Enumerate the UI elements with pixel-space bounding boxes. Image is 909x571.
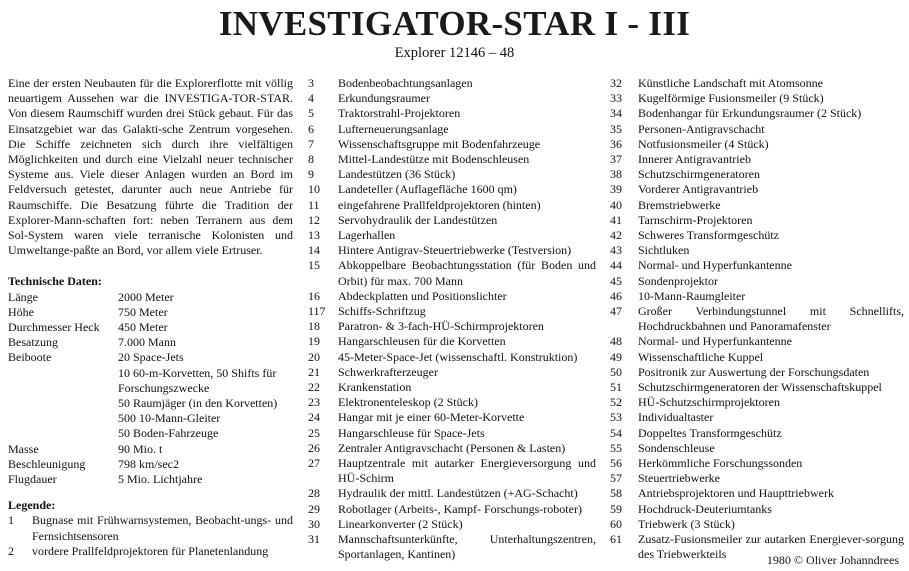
legend-text: Wissenschaftliche Kuppel xyxy=(638,349,764,364)
legend-number: 27 xyxy=(308,456,320,471)
legend-item xyxy=(308,441,596,456)
legend-item xyxy=(308,380,596,395)
legend-number: 38 xyxy=(610,167,622,182)
specs-table xyxy=(8,290,293,488)
legend-item xyxy=(610,380,904,395)
legend-text: Hangar mit je einer 60-Meter-Korvette xyxy=(338,410,525,425)
legend-number: 41 xyxy=(610,212,622,227)
legend-text: Doppeltes Transformgeschütz xyxy=(638,425,782,440)
legend-item xyxy=(610,486,904,501)
legend-item xyxy=(308,502,596,517)
legend-text: Paratron- & 3-fach-HÜ-Schirmprojektoren xyxy=(338,319,544,334)
legend-number: 39 xyxy=(610,182,622,197)
legend-number: 56 xyxy=(610,456,622,471)
column-left xyxy=(8,76,293,559)
spec-value: 2000 Meter xyxy=(118,289,174,304)
legend-text: Schutzschirmgeneratoren xyxy=(638,167,760,182)
legend-heading: Legende: xyxy=(8,498,56,513)
column-middle xyxy=(308,76,596,563)
spec-row xyxy=(8,305,293,320)
legend-item xyxy=(308,304,596,319)
legend-text: Notfusionsmeiler (4 Stück) xyxy=(638,136,769,151)
legend-item xyxy=(610,182,904,197)
legend-text: Zusatz-Fusionsmeiler zur autarken Energiever-sorgung des Triebwerkteils xyxy=(638,532,904,562)
legend-text: vordere Prallfeldprojektoren für Planetenlandung xyxy=(32,543,269,558)
legend-number: 45 xyxy=(610,273,622,288)
legend-number: 21 xyxy=(308,364,320,379)
legend-text: Hintere Antigrav-Steuertriebwerke (Testversion) xyxy=(338,243,572,258)
legend-item xyxy=(610,213,904,228)
legend-text: Sichtluken xyxy=(638,243,690,258)
legend-number: 60 xyxy=(610,516,622,531)
spec-value: 450 Meter xyxy=(118,320,168,335)
legend-text: Schwerkrafterzeuger xyxy=(338,364,438,379)
legend-number: 37 xyxy=(610,152,622,167)
spec-row xyxy=(8,411,293,426)
legend-number: 35 xyxy=(610,121,622,136)
legend-item xyxy=(308,228,596,243)
legend-item xyxy=(308,334,596,349)
spec-row xyxy=(8,426,293,441)
legend-item xyxy=(610,198,904,213)
legend-text: Kugelförmige Fusionsmeiler (9 Stück) xyxy=(638,91,824,106)
legend-number: 14 xyxy=(308,243,320,258)
legend-item xyxy=(610,517,904,532)
legend-item xyxy=(610,289,904,304)
legend-text: Herkömmliche Forschungssonden xyxy=(638,456,803,471)
legend-item xyxy=(610,122,904,137)
legend-number: 8 xyxy=(308,152,314,167)
spec-value: 798 km/sec2 xyxy=(118,456,179,471)
legend-number: 33 xyxy=(610,91,622,106)
legend-number: 44 xyxy=(610,258,622,273)
legend-number: 59 xyxy=(610,501,622,516)
legend-item xyxy=(610,152,904,167)
legend-text: Mannschaftsunterkünfte, Unterhaltungszentren, Sportanlagen, Kantinen) xyxy=(338,532,596,562)
spec-key: Beiboote xyxy=(8,350,52,365)
legend-number: 34 xyxy=(610,106,622,121)
legend-item xyxy=(308,258,596,288)
legend-item xyxy=(610,258,904,273)
legend-text: Bremstriebwerke xyxy=(638,197,721,212)
legend-text: Individualtaster xyxy=(638,410,714,425)
legend-text: Triebwerk (3 Stück) xyxy=(638,516,735,531)
legend-text: Schiffs-Schriftzug xyxy=(338,304,426,319)
legend-text: Großer Verbindungstunnel mit Schnellifts, Hochdruckbahnen und Panoramafenster xyxy=(638,304,904,334)
legend-text: Innerer Antigravantrieb xyxy=(638,152,751,167)
legend-number: 32 xyxy=(610,76,622,90)
legend-number: 31 xyxy=(308,532,320,547)
spec-value: 10 60-m-Korvetten, 50 Shifts für Forschungszwecke xyxy=(118,365,277,395)
legend-item xyxy=(610,350,904,365)
legend-item xyxy=(610,274,904,289)
spec-value: 500 10-Mann-Gleiter xyxy=(118,411,221,426)
legend-number: 23 xyxy=(308,395,320,410)
legend-number: 48 xyxy=(610,334,622,349)
legend-item xyxy=(308,319,596,334)
legend-list-middle xyxy=(308,76,596,563)
spec-key xyxy=(8,396,118,411)
legend-text: 45-Meter-Space-Jet (wissenschaftl. Konstruktion) xyxy=(338,349,578,364)
legend-text: Landeteller (Auflagefläche 1600 qm) xyxy=(338,182,517,197)
legend-number: 49 xyxy=(610,349,622,364)
legend-item xyxy=(308,289,596,304)
legend-number: 30 xyxy=(308,516,320,531)
spec-key xyxy=(8,426,118,441)
legend-item xyxy=(308,532,596,562)
legend-text: Positronik zur Auswertung der Forschungsdaten xyxy=(638,364,870,379)
intro-paragraph: Eine der ersten Neubauten für die Explorerflotte mit völlig neuartigem Aussehen war die INVESTIGA-TOR-STAR. Von diesem Raumschiff wurden drei Stück gebaut. Für das Einsatzgebiet war das Galakti-sche Zentrum vorgesehen. Die Schiffe zeichneten sich durch ihre vielfältigen Möglichkeiten und durch eine Vielzahl neuer technischer Systeme aus. Viele dieser Anlagen wurden an Bord im Feldversuch getestet, darunter auch neue Antriebe für Raumschiffe. Die Besatzung führte die Tradition der Explorer-Mann-schaften fort: neben Terranern aus dem Sol-System waren viele terranische Kolonisten und Umweltange-paßte an Bord, vor allem viele Ertruser. xyxy=(8,76,293,258)
spec-key xyxy=(8,411,118,426)
legend-item xyxy=(8,513,293,543)
legend-item xyxy=(308,365,596,380)
legend-number: 6 xyxy=(308,121,314,136)
spec-value: 20 Space-Jets xyxy=(118,350,184,365)
legend-number: 28 xyxy=(308,486,320,501)
legend-item xyxy=(610,228,904,243)
legend-text: 10-Mann-Raumgleiter xyxy=(638,288,746,303)
legend-number: 18 xyxy=(308,319,320,334)
spec-value: 7.000 Mann xyxy=(118,335,176,350)
legend-number: 7 xyxy=(308,136,314,151)
legend-number: 58 xyxy=(610,486,622,501)
legend-text: Elektronenteleskop (2 Stück) xyxy=(338,395,478,410)
legend-text: Künstliche Landschaft mit Atomsonne xyxy=(638,76,823,90)
legend-item xyxy=(610,502,904,517)
spec-row xyxy=(8,442,293,457)
spec-value: 50 Raumjäger (in den Korvetten) xyxy=(118,396,278,411)
legend-item xyxy=(308,350,596,365)
legend-number: 55 xyxy=(610,440,622,455)
legend-number: 9 xyxy=(308,167,314,182)
legend-number: 12 xyxy=(308,212,320,227)
legend-number: 52 xyxy=(610,395,622,410)
legend-list-left xyxy=(8,513,293,559)
legend-number: 46 xyxy=(610,288,622,303)
legend-text: Hauptzentrale mit autarker Energieversorgung und HÜ-Schirm xyxy=(338,456,596,486)
legend-item xyxy=(610,456,904,471)
legend-item xyxy=(308,410,596,425)
legend-number: 61 xyxy=(610,532,622,547)
legend-number: 117 xyxy=(308,304,326,319)
legend-item xyxy=(610,243,904,258)
spec-row xyxy=(8,366,293,396)
legend-item xyxy=(308,426,596,441)
legend-number: 57 xyxy=(610,471,622,486)
legend-text: Personen-Antigravschacht xyxy=(638,121,765,136)
spec-row xyxy=(8,290,293,305)
legend-text: Normal- und Hyperfunkantenne xyxy=(638,334,792,349)
legend-text: Lagerhallen xyxy=(338,228,396,243)
legend-number: 16 xyxy=(308,288,320,303)
legend-list-right xyxy=(610,76,904,563)
legend-number: 22 xyxy=(308,380,320,395)
legend-item xyxy=(610,137,904,152)
legend-item xyxy=(308,486,596,501)
legend-text: Antriebsprojektoren und Haupttriebwerk xyxy=(638,486,834,501)
legend-item xyxy=(610,365,904,380)
legend-number: 20 xyxy=(308,349,320,364)
legend-item xyxy=(308,198,596,213)
legend-text: Abkoppelbare Beobachtungsstation (für Boden und Orbit) für max. 700 Mann xyxy=(338,258,596,288)
legend-number: 24 xyxy=(308,410,320,425)
spec-value: 50 Boden-Fahrzeuge xyxy=(118,426,219,441)
legend-text: Steuertriebwerke xyxy=(638,471,720,486)
legend-text: Bodenbeobachtungsanlagen xyxy=(338,76,473,90)
legend-number: 36 xyxy=(610,136,622,151)
legend-item xyxy=(610,334,904,349)
spec-value: 750 Meter xyxy=(118,304,168,319)
legend-text: Bodenhangar für Erkundungsraumer (2 Stück) xyxy=(638,106,862,121)
spec-key: Flugdauer xyxy=(8,472,57,487)
legend-text: Tarnschirm-Projektoren xyxy=(638,212,753,227)
legend-text: Abdeckplatten und Positionslichter xyxy=(338,288,507,303)
legend-text: Krankenstation xyxy=(338,380,412,395)
legend-number: 4 xyxy=(308,91,314,106)
spec-key: Durchmesser Heck xyxy=(8,320,100,335)
column-right xyxy=(610,76,904,563)
legend-text: Linearkonverter (2 Stück) xyxy=(338,516,463,531)
legend-item xyxy=(610,106,904,121)
legend-item xyxy=(308,167,596,182)
legend-item xyxy=(610,426,904,441)
spec-key: Besatzung xyxy=(8,335,58,350)
legend-text: Vorderer Antigravantrieb xyxy=(638,182,759,197)
specs-heading: Technische Daten: xyxy=(8,274,102,289)
legend-text: Robotlager (Arbeits-, Kampf- Forschungs-roboter) xyxy=(338,501,582,516)
spec-row xyxy=(8,396,293,411)
legend-item xyxy=(610,471,904,486)
copyright-footer: 1980 © Oliver Johanndrees xyxy=(766,553,899,567)
legend-text: Schutzschirmgeneratoren der Wissenschaftskuppel xyxy=(638,380,882,395)
legend-number: 40 xyxy=(610,197,622,212)
legend-text: Bugnase mit Frühwarnsystemen, Beobacht-ungs- und Fernsichtsensoren xyxy=(32,513,293,543)
legend-number: 29 xyxy=(308,501,320,516)
legend-text: eingefahrene Prallfeldprojektoren (hinten) xyxy=(338,197,541,212)
legend-item xyxy=(308,106,596,121)
spec-key: Höhe xyxy=(8,304,34,319)
legend-item xyxy=(308,152,596,167)
legend-number: 1 xyxy=(8,513,14,528)
legend-text: HÜ-Schutzschirmprojektoren xyxy=(638,395,780,410)
legend-item xyxy=(308,182,596,197)
legend-text: Hochdruck-Deuteriumtanks xyxy=(638,501,772,516)
legend-text: Traktorstrahl-Projektoren xyxy=(338,106,461,121)
legend-item xyxy=(308,91,596,106)
legend-text: Hangarschleusen für die Korvetten xyxy=(338,334,506,349)
legend-text: Sondenschleuse xyxy=(638,440,715,455)
spec-value: 90 Mio. t xyxy=(118,441,163,456)
legend-number: 25 xyxy=(308,425,320,440)
legend-item xyxy=(308,243,596,258)
legend-item xyxy=(610,395,904,410)
legend-item xyxy=(308,122,596,137)
legend-number: 13 xyxy=(308,228,320,243)
legend-number: 43 xyxy=(610,243,622,258)
legend-number: 50 xyxy=(610,364,622,379)
legend-item xyxy=(308,456,596,486)
legend-text: Mittel-Landestütze mit Bodenschleusen xyxy=(338,152,530,167)
legend-item xyxy=(308,517,596,532)
legend-number: 2 xyxy=(8,543,14,558)
legend-text: Normal- und Hyperfunkantenne xyxy=(638,258,792,273)
legend-text: Lufterneuerungsanlage xyxy=(338,121,449,136)
legend-item xyxy=(308,76,596,91)
legend-item xyxy=(8,544,293,559)
spec-row xyxy=(8,350,293,365)
legend-number: 5 xyxy=(308,106,314,121)
legend-item xyxy=(308,213,596,228)
legend-text: Schweres Transformgeschütz xyxy=(638,228,779,243)
legend-text: Servohydraulik der Landestützen xyxy=(338,212,498,227)
legend-text: Zentraler Antigravschacht (Personen & Lasten) xyxy=(338,440,566,455)
spec-key: Länge xyxy=(8,289,38,304)
legend-text: Sondenprojektor xyxy=(638,273,718,288)
legend-text: Hydraulik der mittl. Landestützen (+AG-Schacht) xyxy=(338,486,578,501)
spec-row xyxy=(8,320,293,335)
legend-number: 3 xyxy=(308,76,314,90)
legend-number: 51 xyxy=(610,380,622,395)
page-subtitle: Explorer 12146 – 48 xyxy=(394,45,515,61)
spec-key: Masse xyxy=(8,441,39,456)
legend-number: 11 xyxy=(308,197,320,212)
legend-text: Landestützen (36 Stück) xyxy=(338,167,456,182)
spec-row xyxy=(8,335,293,350)
legend-number: 10 xyxy=(308,182,320,197)
spec-row xyxy=(8,457,293,472)
legend-text: Hangarschleuse für Space-Jets xyxy=(338,425,485,440)
legend-text: Erkundungsraumer xyxy=(338,91,430,106)
legend-item xyxy=(610,91,904,106)
legend-item xyxy=(610,167,904,182)
legend-number: 42 xyxy=(610,228,622,243)
page-title: INVESTIGATOR-STAR I - III xyxy=(218,4,691,43)
legend-item xyxy=(308,137,596,152)
legend-text: Wissenschaftsgruppe mit Bodenfahrzeuge xyxy=(338,136,541,151)
legend-number: 53 xyxy=(610,410,622,425)
legend-number: 19 xyxy=(308,334,320,349)
spec-key xyxy=(8,366,118,396)
legend-item xyxy=(610,76,904,91)
legend-item xyxy=(610,410,904,425)
legend-item xyxy=(308,395,596,410)
spec-key: Beschleunigung xyxy=(8,456,86,471)
legend-number: 26 xyxy=(308,440,320,455)
legend-number: 54 xyxy=(610,425,622,440)
spec-row xyxy=(8,472,293,487)
legend-item xyxy=(610,304,904,334)
legend-number: 47 xyxy=(610,304,622,319)
legend-item xyxy=(610,441,904,456)
legend-number: 15 xyxy=(308,258,320,273)
spec-value: 5 Mio. Lichtjahre xyxy=(118,472,203,487)
